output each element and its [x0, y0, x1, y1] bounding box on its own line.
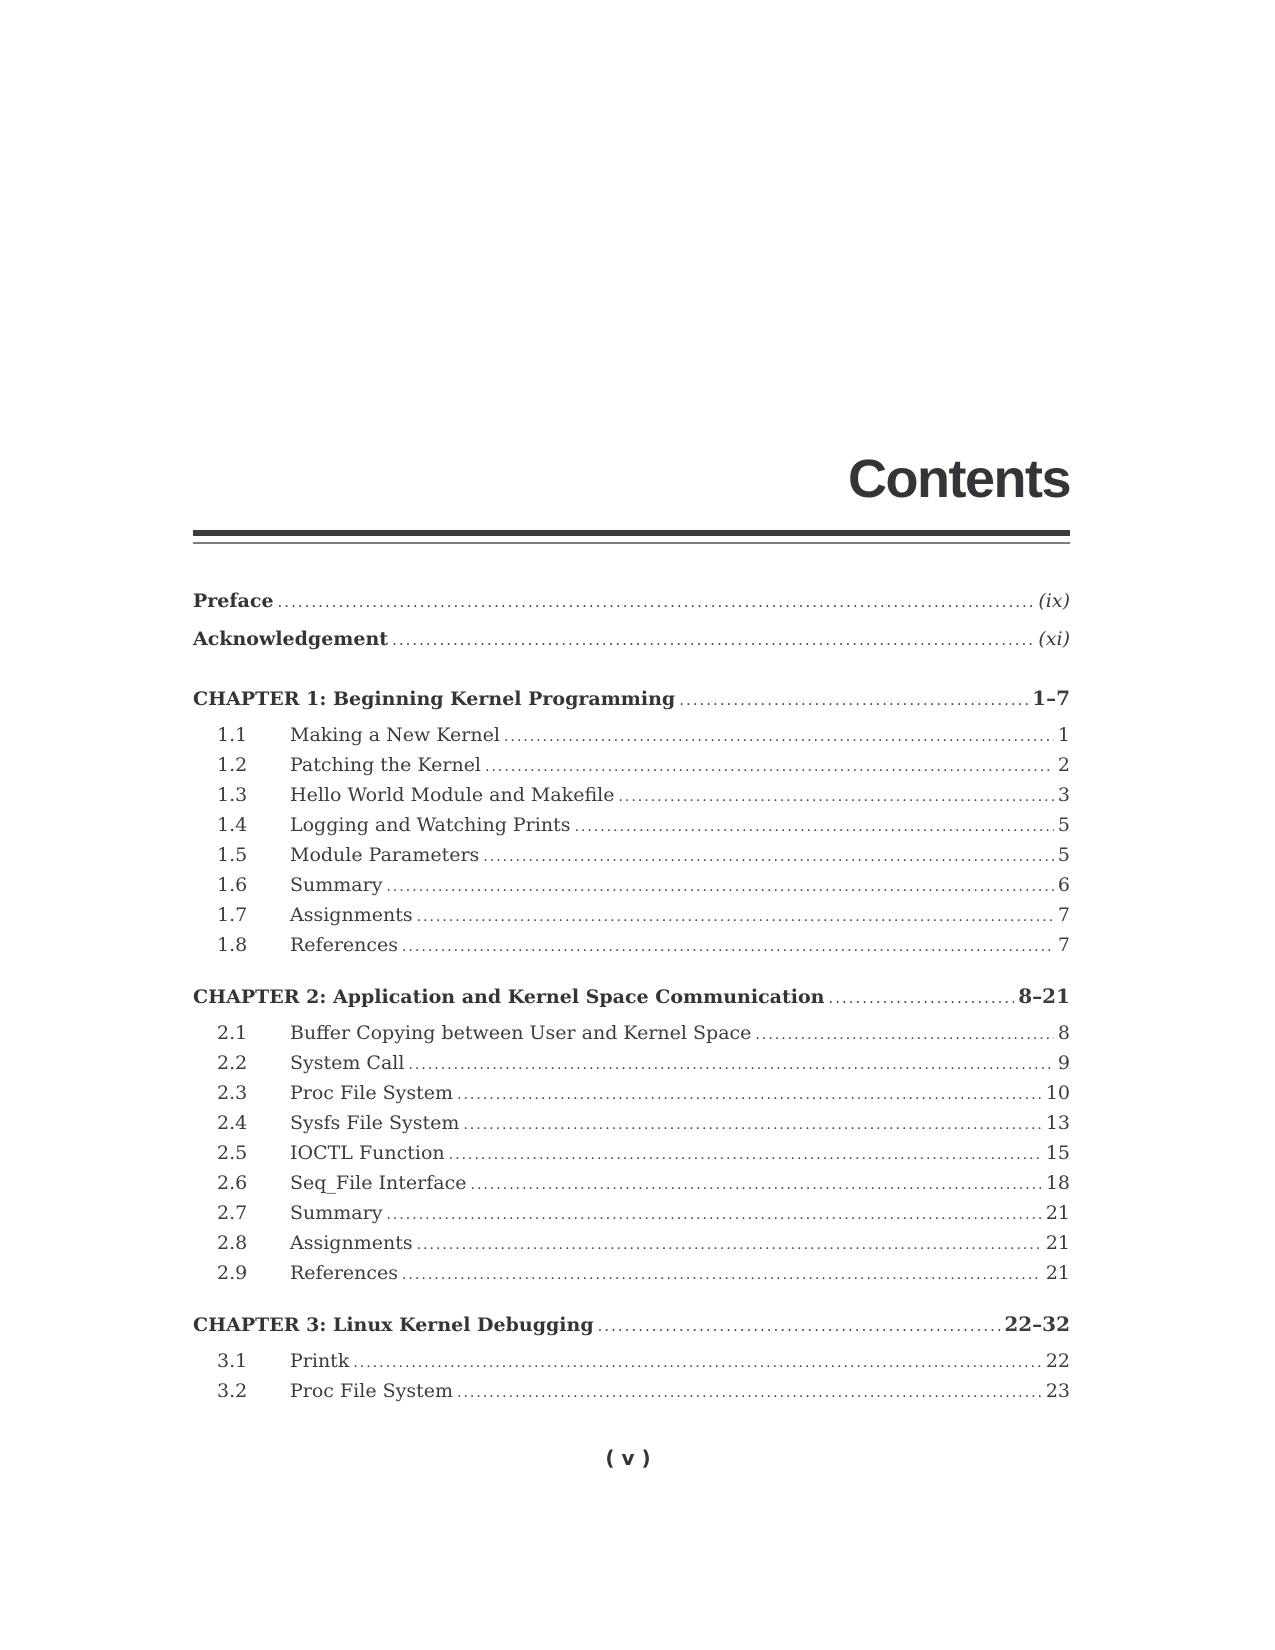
dot-leader [408, 1057, 1053, 1073]
dot-leader [417, 909, 1054, 925]
chapter-label: CHAPTER 1: Beginning Kernel Programming [193, 688, 676, 710]
section-page: 1 [1057, 724, 1070, 746]
section-number: 2.6 [217, 1172, 248, 1194]
section-page: 2 [1057, 754, 1070, 776]
toc-section[interactable] [193, 754, 1070, 782]
toc-chapter-3[interactable] [193, 1312, 1070, 1340]
dot-leader [457, 1087, 1042, 1103]
toc-section[interactable] [193, 1232, 1070, 1260]
dot-leader [755, 1027, 1053, 1043]
section-page: 6 [1057, 874, 1070, 896]
toc-entry-acknowledgement[interactable] [193, 628, 1070, 656]
section-title: Proc File System [290, 1082, 454, 1104]
toc-section[interactable] [193, 934, 1070, 962]
toc-section[interactable] [193, 784, 1070, 812]
dot-leader [574, 819, 1053, 835]
dot-leader [353, 1355, 1041, 1371]
section-number: 2.2 [217, 1052, 248, 1074]
toc-section[interactable] [193, 1082, 1070, 1110]
section-page: 7 [1057, 904, 1070, 926]
toc-section[interactable] [193, 844, 1070, 872]
page-number: ( v ) [605, 1446, 651, 1470]
dot-leader [392, 631, 1034, 649]
section-title: Seq_File Interface [290, 1172, 467, 1194]
section-title: Patching the Kernel [290, 754, 482, 776]
entry-label: Acknowledgement [193, 628, 389, 650]
dot-leader [471, 1177, 1042, 1193]
dot-leader [386, 879, 1053, 895]
section-number: 2.9 [217, 1262, 248, 1284]
dot-leader [386, 1207, 1041, 1223]
chapter-pages: 22–32 [1004, 1312, 1070, 1336]
section-number: 1.4 [217, 814, 248, 836]
section-title: Logging and Watching Prints [290, 814, 571, 836]
section-page: 9 [1057, 1052, 1070, 1074]
dot-leader [618, 789, 1053, 805]
section-page: 3 [1057, 784, 1070, 806]
toc-chapter-2[interactable] [193, 984, 1070, 1012]
section-page: 7 [1057, 934, 1070, 956]
chapter-pages: 8–21 [1018, 984, 1070, 1008]
dot-leader [679, 691, 1028, 709]
dot-leader [504, 729, 1054, 745]
section-number: 1.2 [217, 754, 248, 776]
section-title: References [290, 1262, 399, 1284]
toc-section[interactable] [193, 1202, 1070, 1230]
section-number: 2.8 [217, 1232, 248, 1254]
section-title: Module Parameters [290, 844, 480, 866]
section-page: 21 [1045, 1202, 1070, 1224]
toc-section[interactable] [193, 1380, 1070, 1408]
section-title: Assignments [290, 904, 413, 926]
section-page: 18 [1045, 1172, 1070, 1194]
toc-section[interactable] [193, 1022, 1070, 1050]
dot-leader [278, 593, 1035, 611]
toc-section[interactable] [193, 1172, 1070, 1200]
section-title: System Call [290, 1052, 405, 1074]
toc-section[interactable] [193, 874, 1070, 902]
section-number: 1.6 [217, 874, 248, 896]
section-number: 2.7 [217, 1202, 248, 1224]
entry-page: (ix) [1038, 590, 1070, 612]
section-page: 23 [1045, 1380, 1070, 1402]
section-title: Buffer Copying between User and Kernel Space [290, 1022, 752, 1044]
toc-section[interactable] [193, 1142, 1070, 1170]
section-number: 1.3 [217, 784, 248, 806]
toc-section[interactable] [193, 1052, 1070, 1080]
section-title: Making a New Kernel [290, 724, 500, 746]
chapter-pages: 1–7 [1032, 686, 1070, 710]
section-title: Summary [290, 874, 383, 896]
toc-entry-preface[interactable] [193, 590, 1070, 618]
dot-leader [417, 1237, 1042, 1253]
section-page: 10 [1045, 1082, 1070, 1104]
section-page: 15 [1045, 1142, 1070, 1164]
dot-leader [402, 939, 1054, 955]
section-title: Assignments [290, 1232, 413, 1254]
dot-leader [485, 759, 1054, 775]
section-page: 21 [1045, 1262, 1070, 1284]
section-page: 5 [1057, 814, 1070, 836]
section-number: 1.1 [217, 724, 248, 746]
entry-label: Preface [193, 590, 274, 612]
section-title: Hello World Module and Makefile [290, 784, 615, 806]
entry-page: (xi) [1038, 628, 1070, 650]
toc-section[interactable] [193, 1350, 1070, 1378]
toc-section[interactable] [193, 724, 1070, 752]
section-page: 21 [1045, 1232, 1070, 1254]
dot-leader [449, 1147, 1042, 1163]
section-number: 1.7 [217, 904, 248, 926]
dot-leader [457, 1385, 1042, 1401]
title-rule-thin [193, 542, 1070, 544]
dot-leader [828, 989, 1014, 1007]
section-number: 3.1 [217, 1350, 248, 1372]
section-number: 2.1 [217, 1022, 248, 1044]
page-title: Contents [848, 449, 1070, 509]
section-page: 22 [1045, 1350, 1070, 1372]
toc-section[interactable] [193, 1262, 1070, 1290]
section-title: Printk [290, 1350, 350, 1372]
chapter-label: CHAPTER 3: Linux Kernel Debugging [193, 1314, 594, 1336]
title-rule-thick [193, 530, 1070, 536]
section-page: 8 [1057, 1022, 1070, 1044]
chapter-label: CHAPTER 2: Application and Kernel Space Communication [193, 986, 825, 1008]
section-number: 1.8 [217, 934, 248, 956]
toc-section[interactable] [193, 814, 1070, 842]
toc-section[interactable] [193, 1112, 1070, 1140]
section-title: Sysfs File System [290, 1112, 460, 1134]
section-number: 2.3 [217, 1082, 248, 1104]
section-title: References [290, 934, 399, 956]
toc-section[interactable] [193, 904, 1070, 932]
section-number: 1.5 [217, 844, 248, 866]
section-title: Proc File System [290, 1380, 454, 1402]
section-number: 2.4 [217, 1112, 248, 1134]
section-page: 5 [1057, 844, 1070, 866]
section-page: 13 [1045, 1112, 1070, 1134]
section-title: IOCTL Function [290, 1142, 445, 1164]
dot-leader [463, 1117, 1041, 1133]
section-title: Summary [290, 1202, 383, 1224]
dot-leader [483, 849, 1054, 865]
section-number: 2.5 [217, 1142, 248, 1164]
section-number: 3.2 [217, 1380, 248, 1402]
dot-leader [598, 1317, 1001, 1335]
dot-leader [402, 1267, 1042, 1283]
toc-chapter-1[interactable] [193, 686, 1070, 714]
